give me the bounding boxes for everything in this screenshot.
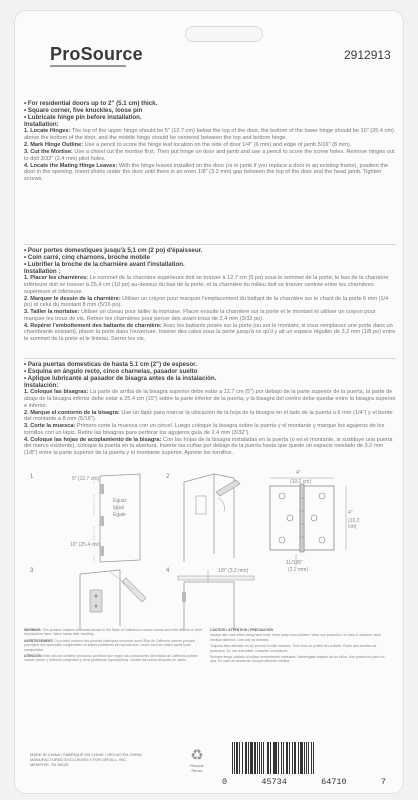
- door-spacing-drawing: [70, 472, 180, 564]
- bullet: • Para puertas domesticas de hasta 5.1 cm (2") de espesor.: [24, 361, 197, 368]
- step-text: With the hinge leaves installed on the door (or in jamb if you replace a door in an existing frame), position the door in the opening. Insert shims under the door until there is an even 1/8" (3.2 mm) gap between the top of the door and the head jamb. Tighten screws.: [24, 162, 389, 182]
- step-title: 1. Coloque las bisagras:: [24, 389, 89, 396]
- step-text: Avec les battants posés sur la porte (ou sur le montant, si vous remplacez une porte dans un chambranle existant), placer la porte dans l'ouverture. Insérer des cales sous la porte jusqu'à ce qu'il y ait un espace régulier de 3,2 mm (1/8 po) entre le sommet de la porte et le linteau. Serrer les vis.: [24, 322, 396, 342]
- figure-2-mark-outline: [166, 472, 254, 564]
- step-title: 3. Cut the Mortise:: [24, 148, 73, 155]
- barcode-digit: 45734: [261, 777, 287, 787]
- step-title: 4. Locate the Mating Hinge Leaves:: [24, 162, 118, 169]
- caution-text: Toujours faire attention en se servant d'outils manuels. Tenir hors de portée des enfants. Porter des lunettes de protection. En cas d'accident, consulter un médecin.: [210, 644, 377, 653]
- step-text: Use un lápiz para marcar la ubicación de la hoja de la bisagra en el lado de la puerta a 6 mm (1/4") y el borde del montante a 8 mm (5/16").: [24, 409, 393, 423]
- caution-heading: [210, 628, 392, 632]
- bullet: • Lubrifier la broche de la charnière avant l'installation.: [24, 261, 185, 268]
- step-title: 3. Tailler la mortaise:: [24, 309, 80, 316]
- divider: [24, 358, 396, 359]
- barcode-bar: [313, 742, 314, 774]
- recycle-icon: ♻: [190, 747, 204, 764]
- step: [24, 163, 396, 183]
- warning-label: WARNING:: [24, 628, 42, 632]
- step: [24, 128, 396, 141]
- hinge-height-label: 4": [348, 510, 353, 516]
- bullet: • Lubricate hinge pin before installation.: [24, 114, 142, 121]
- bottom-distance-label: 10" (25.4 cm): [70, 542, 100, 548]
- figure-number: 3: [30, 568, 34, 574]
- step-text: Utiliser un crayon pour marquer l'emplacement du battant de la charnière sur le chant de la porte 6 mm (1/4 po) et celui du montant 8 mm (5/16 po).: [24, 295, 389, 309]
- caution-text: Siempre tenga cuidado al utilizar herramientas manuales. Manténgase alejado de los niños. Use protección para los ojos. En caso de accidente, busque atención médica.: [210, 655, 385, 664]
- made-in-text: MADE IN CHINA / FABRIQUÉ EN CHINE / HECHO EN CHINA: [30, 752, 142, 757]
- hinge-width-cm-label: (10.2 cm): [290, 479, 312, 485]
- step: [24, 309, 396, 322]
- warning-en: [24, 628, 204, 637]
- recycle-text: Recycle: [190, 764, 204, 768]
- installation-heading: Installation :: [24, 268, 61, 275]
- step: [24, 296, 396, 309]
- step: [24, 423, 396, 436]
- step: [24, 389, 396, 409]
- step-title: 4. Repérer l'emboîtement des battants de charnière:: [24, 322, 162, 329]
- caution-fr: [210, 644, 392, 653]
- figure-4-mate-leaves: [166, 568, 262, 632]
- sku-number: 2912913: [344, 48, 391, 62]
- divider: [24, 244, 396, 245]
- step-title: 3. Corte la muesca:: [24, 423, 76, 430]
- egale-label: Égale: [113, 512, 126, 518]
- gap-label: 1/8" (3.2 mm): [218, 568, 249, 574]
- city-text: MEMPHIS, TN 38125: [30, 762, 69, 767]
- igual-label: Igual: [113, 505, 124, 511]
- step-title: 2. Marquer le dessin de la charnière:: [24, 295, 121, 302]
- chisel-drawing: [70, 568, 180, 632]
- warning-label: AVERTISSEMENT:: [24, 638, 54, 643]
- brand-logo: [50, 44, 143, 65]
- step-title: 2. Marque el contorno de la bisagra:: [24, 409, 120, 416]
- pin-size-mm-label: (2.2 mm): [288, 567, 308, 573]
- step-text: Le sommet de la charnière supérieure doit se trouver à 12,7 cm (5 po) sous le sommet de la porte; le bas de la charnière inférieure doit se trouver à 25,4 cm (10 po) au-dessus du bas de la porte; et la charnière du milieu doit se trouver centrée entre les charnières supérieure et inférieure.: [24, 275, 389, 295]
- bullet: • Aplique lubricante al pasador de bisagra antes de la instalación.: [24, 375, 217, 382]
- step: [24, 323, 396, 343]
- figure-1-door-hinge-spacing: [30, 472, 180, 564]
- pin-size-label: 11/128": [286, 560, 303, 566]
- barcode-digit: 7: [380, 777, 386, 787]
- barcode-digit: 64710: [321, 777, 347, 787]
- step: [24, 437, 396, 457]
- step-text: Utiliser un ciseau pour tailler la mortaise. Placer ensuite la charnière sur la porte et le montant et utiliser un crayon pour marquer les trous de vis. Retirer les charnières pour percer des avant-trous de 2,4 mm (3/32 po).: [24, 309, 376, 322]
- bullet: • Esquina en ángulo recto, cinco charnelas, pasador suelto: [24, 368, 198, 375]
- bullet: • For residential doors up to 2" (5.1 cm) thick.: [24, 100, 158, 107]
- barcode-bars: [232, 742, 382, 774]
- step-title: 4. Coloque las hojas de acoplamiento de la bisagra:: [24, 436, 162, 443]
- step-text: Use a pencil to score the hinge leaf location on the side of door 1/4" (6 mm) and edge of jamb 5/16" (8 mm).: [84, 141, 352, 148]
- upc-barcode: [222, 742, 386, 788]
- bullet: • Pour portes domestiques jusqu'à 5,1 cm (2 po) d'épaisseur.: [24, 247, 203, 254]
- door-shim-drawing: [174, 568, 262, 632]
- caution-text: Always take care when using hand tools. Keep away from children. Wear eye protection. In case of accident, seek medical attention. Use only as directed.: [210, 633, 381, 642]
- hinge-height-cm-label: (10.2 cm): [348, 518, 360, 530]
- origin-info: [30, 752, 170, 767]
- warning-text: This product contains chemicals known to the State of California to cause cancer and birth defects or other reproductive harm. Wash hands after handling.: [24, 628, 203, 637]
- equal-label: Equal: [113, 498, 126, 504]
- top-distance-label: 5" (12.7 cm): [72, 476, 100, 482]
- step-text: The top of the upper hinge should be 5" (12.7 cm) below the top of the door, the bottom of the lower hinge should be 10" (25.4 cm) above the bottom of the door, and the middle hinge should be centered between the top and bottom hinge.: [24, 128, 394, 141]
- installation-heading: Installation:: [24, 121, 59, 128]
- figure-number: 2: [166, 474, 170, 480]
- caution-label: CAUTION / ATTENTION / PRECAUCIÓN: [210, 628, 273, 632]
- spanish-instructions: [24, 361, 396, 457]
- step: [24, 410, 396, 423]
- step-title: 2. Mark Hinge Outline:: [24, 141, 84, 148]
- french-instructions: [24, 247, 396, 343]
- step-text: Use a chisel cut the mortise first. Then put hinge on door and jamb and use a pencil to score the screw holes. Remove hinges out to drill 3/32" (2.4 mm) pilot holes.: [24, 148, 395, 162]
- recycle-badge: [184, 748, 210, 788]
- package-card: [14, 10, 404, 794]
- barcode-digit: 0: [222, 777, 228, 787]
- warning-block: [24, 628, 204, 663]
- installation-diagrams: [24, 472, 394, 622]
- step-text: La parte de arriba de la bisagra superior debe estar a 12.7 cm (5") por debajo de la parte superior de la puerta, la parte de abajo de la bisagra inferior debe estar a 25.4 cm (10") sobre la parte inferior de la puerta, y la bisagra del centro debe quedar entre la bisagra superior e inferior.: [24, 389, 396, 409]
- bullet: • Square corner, five knuckles, loose pin: [24, 107, 143, 114]
- step: [24, 149, 396, 162]
- hang-hole: [185, 26, 263, 42]
- pencil-marking-drawing: [174, 472, 254, 564]
- caution-en: [210, 633, 392, 642]
- hinge-dimensions-figure: [256, 470, 366, 573]
- warning-es: [24, 654, 204, 663]
- barcode-digits: [222, 777, 386, 787]
- step-title: 1. Locate Hinges:: [24, 128, 71, 135]
- bullet: • Coin carré, cinq charnons, broche mobile: [24, 254, 150, 261]
- step-text: Con las hojas de la bisagra instaladas en la puerta (o en el montante, si sustituye una puerta del marco existente), coloque la puerta en la abertura. Inserte las cuñas por debajo de la puerta hasta que quede un espacio nivelado de 3.2 mm (1/8") entre la parte superior de la puerta y el montante superior. Apriete los tornillos.: [24, 436, 393, 456]
- manufacturer-text: MANUFACTURED EXCLUSIVELY FOR ORGILL, INC.: [30, 757, 127, 762]
- step-text: Primero corte la muesca con un cincel. Luego coloque la bisagra sobre la puerta y el montante y marque los agujeros de los tornillos con un lápiz. Retire las bisagras para perforar los agujeros guía de 2.4 mm (3/32").: [24, 423, 385, 436]
- english-instructions: [24, 100, 396, 182]
- warning-text: Este artículo contiene productos químicos que según las conclusiones del estado de California pueden causar cáncer y defectos congénitos y otros problemas reproductivos. Lávese las manos después de usarlo.: [24, 654, 198, 663]
- figure-number: 1: [30, 474, 34, 480]
- reuse-text: Reuse: [191, 768, 203, 773]
- step: [24, 275, 396, 295]
- warning-label: ATENCIÓN:: [24, 654, 43, 659]
- warning-fr: [24, 639, 204, 652]
- step-title: 1. Placer les charnières:: [24, 275, 89, 282]
- caution-block: [210, 628, 392, 664]
- step: [24, 142, 396, 149]
- caution-es: [210, 655, 392, 664]
- warning-text: Ce produit contient des produits chimiques reconnus dans l'État de Californie comme pouvant provoquer des anomalies congénitales ou autres problèmes de reproduction. Lavez-vous les mains après toute manipulation.: [24, 638, 195, 652]
- hinge-width-label: 4": [296, 470, 301, 476]
- installation-heading: Instalación:: [24, 382, 59, 389]
- brand-name: ProSource: [50, 44, 143, 64]
- figure-number: 4: [166, 568, 170, 574]
- brand-underline: [50, 65, 126, 67]
